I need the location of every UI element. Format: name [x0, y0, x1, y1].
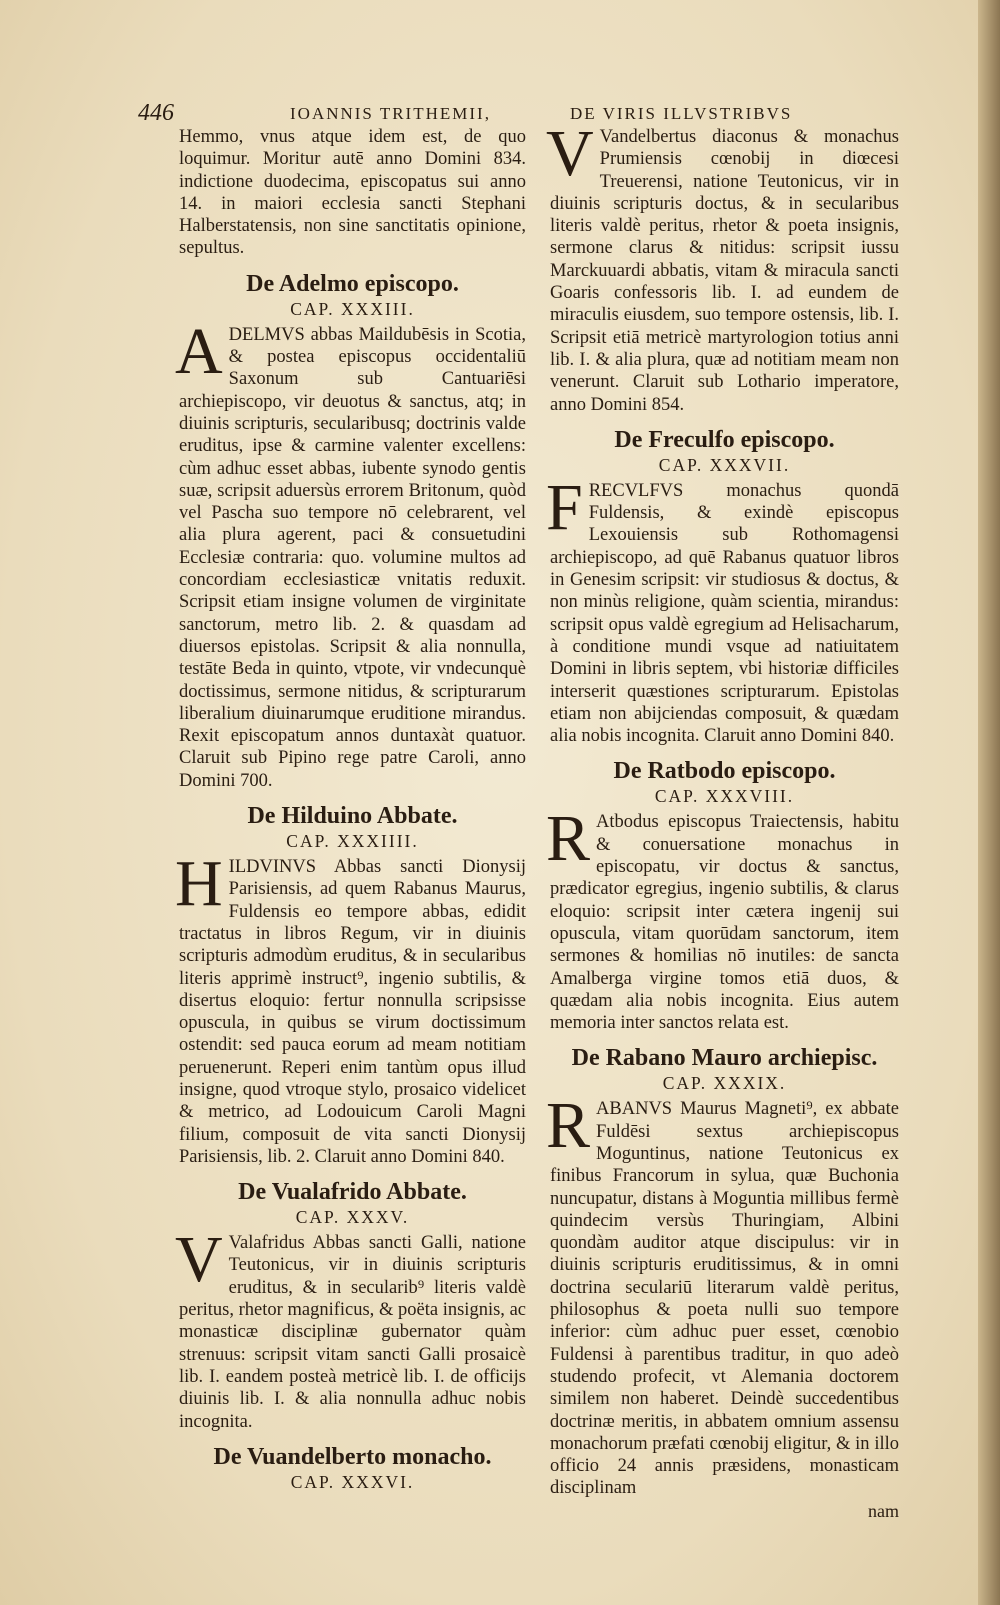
chapter-number: CAP. XXXIX. [662, 1073, 787, 1094]
entry-vuandelbertus-heading [179, 1443, 526, 1493]
entry-body: ILDVINVS Abbas sancti Dionysij Parisiensis, ad quem Rabanus Maurus, Fuldensis eo tempore abbas, edidit tractatus in libros Regum, vir in diuinis scripturis admodùm eruditus, & in secularibus literis apprimè instruct⁹, ingenio subtilis, & disertus eloquio: fertur nonnulla scripsisse opuscula, in quibus se virum doctissimum ostendit: sed pauca eorum ad meam notitiam peruenerunt. Reperi enim tantùm opus illud insigne, quod vtroque stylo, prosaico videlicet & metrico, ad Lodouicum Caroli Magni filium, composuit de vita sancti Dionysij Parisiensis, lib. 2. Claruit anno Domini 840. [179, 857, 526, 1167]
drop-capital: R [546, 802, 591, 876]
entry-body: ABANVS Maurus Magneti⁹, ex abbate Fuldēsi sextus archiepiscopus Moguntinus, natione Teutonicus ex finibus Francorum in sylua, quæ Buchonia nuncupatur, distans à Moguntia millibus fermè quindecim versùs Thuringiam, Albini quondàm auditor atque discipulus: vir in diuinis scripturis eruditissimus, & in omni doctrina seculariū literarum valdè peritus, philosophus & poeta nulli suo tempore inferior: cùm adhuc puer esset, cœnobio Fuldensi à parentibus traditur, in quo adeò studendo profecit, vt Alemania doctorem similem non haberet. Deindè succedentibus doctrinæ meritis, in abbatem omnium assensu monachorum præfati cœnobij eligitur, & in illo officio 24 annis præsidens, monasticam disciplinam [550, 1099, 899, 1499]
entry-text [546, 470, 899, 748]
left-column [175, 126, 526, 1497]
right-column [546, 117, 899, 1522]
entry-title: De Vualafrido Abbate. [238, 1179, 467, 1206]
chapter-number: CAP. XXXVI. [290, 1471, 415, 1492]
entry-text [175, 314, 526, 792]
entry-freculfus [546, 426, 899, 748]
entry-body: Vandelbertus diaconus & monachus Prumiensis cœnobij in diœcesi Treuerensi, natione Teutonicus, vir in diuinis scripturis doctus, & in secularibus literis valdè peritus, rhetor & poeta insignis, sermone clarus & nitidus: scripsit iussu Marckuuardi abbatis, vitam & miracula sancti Goaris confessoris lib. I. ad eundem de miraculis eiusdem, suo tempore ostensis, lib. I. Scripsit etiā metricè martyrologion totius anni lib. I. & alia plura, quæ ad notitiam meam non venerunt. Claruit sub Lothario imperatore, anno Domini 854. [550, 127, 899, 415]
entry-title: De Freculfo episcopo. [614, 426, 835, 453]
entry-vualafridus [175, 1178, 526, 1433]
entry-text [546, 802, 899, 1034]
drop-capital: R [546, 1089, 591, 1163]
page-gutter-shadow [978, 0, 1000, 1605]
entry-text [546, 1089, 899, 1499]
entry-text [175, 1223, 526, 1433]
entry-title: De Ratbodo episcopo. [613, 758, 836, 785]
chapter-number: CAP. XXXVII. [658, 454, 791, 475]
entry-body: Valafridus Abbas sancti Galli, natione Teutonicus, vir in diuinis scripturis eruditus, & in secularib⁹ literis valdè peritus, rhetor magnificus, & poëta insignis, ac monasticæ disciplinæ gubernator quàm strenuus: scripsit vitam sancti Galli prosaicè lib. I. eandem posteà metricè lib. I. de officijs diuinis lib. I. & alia nonnulla adhuc nobis incognita. [179, 1233, 526, 1432]
entry-body: Atbodus episcopus Traiectensis, habitu & conuersatione monachus in episcopatu, vir doctus & sanctus, prædicator egregius, ingenio subtilis, & clarus eloquio: scripsit inter cætera ingenij sui opuscula, vitam quorūdam sanctorum, item sermones & homilias nō inutiles: de sancta Amalberga virgine tomos etiā duos, & quædam alia nobis incognita. Eius autem memoria inter sanctos relata est. [550, 812, 899, 1034]
entry-title: De Hilduino Abbate. [247, 803, 458, 830]
continuation-paragraph: Hemmo, vnus atque idem est, de quo loquimur. Moritur autē anno Domini 834. indictione duodecima, episcopatus sui anno 14. in maiori ecclesia sancti Stephani Halberstatensis, non sine sanctitatis opinione, sepultus. [179, 127, 526, 259]
entry-ratbodus [546, 757, 899, 1034]
running-head-title: DE VIRIS ILLVSTRIBVS [570, 104, 793, 123]
entry-text [546, 117, 899, 416]
chapter-number: CAP. XXXIIII. [286, 831, 419, 852]
entry-body: RECVLFVS monachus quondā Fuldensis, & exindè episcopus Lexouiensis sub Rothomagensi archiepiscopo, ad quē Rabanus quatuor libros in Genesim scripsit: vir studiosus & doctus, & non minùs religione, quàm scientia, mirandus: scripsit opus valdè egregium ad Helisacharum, à conditione mundi vsque ad natiuitatem Domini in libris septem, vbi historiæ difficiles interserit quæstiones scripturarum. Epistolas etiam non abijciendas composuit, & quædam alia nobis incognita. Claruit anno Domini 840. [550, 480, 899, 747]
entry-text [175, 847, 526, 1168]
drop-capital: V [546, 117, 594, 190]
drop-capital: V [175, 1223, 223, 1297]
drop-capital: F [546, 470, 583, 544]
entry-title: De Vuandelberto monacho. [213, 1443, 492, 1470]
catchword: nam [868, 1500, 899, 1521]
entry-title: De Adelmo episcopo. [246, 270, 459, 297]
entry-body: DELMVS abbas Maildubēsis in Scotia, & postea episcopus occidentaliū Saxonum sub Cantuariēsi archiepiscopo, vir deuotus & sanctus, atq; in diuinis scripturis, secularibusq; doctrinis valde eruditus, ipse & carmine valenter excellens: cùm adhuc esset abbas, iubente synodo gentis suæ, scripsit aduersùs errorem Britonum, quòd vel Pascha suo tempore nō celebrarent, vel alia plura agerent, paci & consuetudini Ecclesiæ contraria: quo. volumine multos ad concordiam ecclesiasticæ vnitatis reduxit. Scripsit etiam insigne volumen de virginitate sanctorum, metro lib. 2. & quasdam ad diuersos epistolas. Scripsit & alia nonnulla, testāte Beda in quinto, vtpote, vir vndecunquè doctissimus, sermone nitidus, & scripturarum liberalium diuinarumque eruditione mirandus. Rexit episcopatum annos duntaxàt quatuor. Claruit sub Pipino rege patre Caroli, anno Domini 700. [179, 324, 526, 791]
running-head-author: IOANNIS TRITHEMII, [290, 104, 491, 123]
entry-title: De Rabano Mauro archiepisc. [571, 1045, 878, 1072]
drop-capital: H [175, 847, 223, 921]
entry-vuandelbertus-text [546, 117, 899, 416]
page-number: 446 [138, 100, 174, 126]
chapter-number: CAP. XXXV. [295, 1207, 410, 1228]
entry-adelmus [175, 270, 526, 792]
entry-hilduinus [175, 802, 526, 1168]
chapter-number: CAP. XXXIII. [290, 298, 415, 319]
page-header [138, 100, 918, 128]
drop-capital: A [175, 314, 223, 388]
entry-rabanus [546, 1044, 899, 1499]
chapter-number: CAP. XXXVIII. [654, 786, 795, 807]
